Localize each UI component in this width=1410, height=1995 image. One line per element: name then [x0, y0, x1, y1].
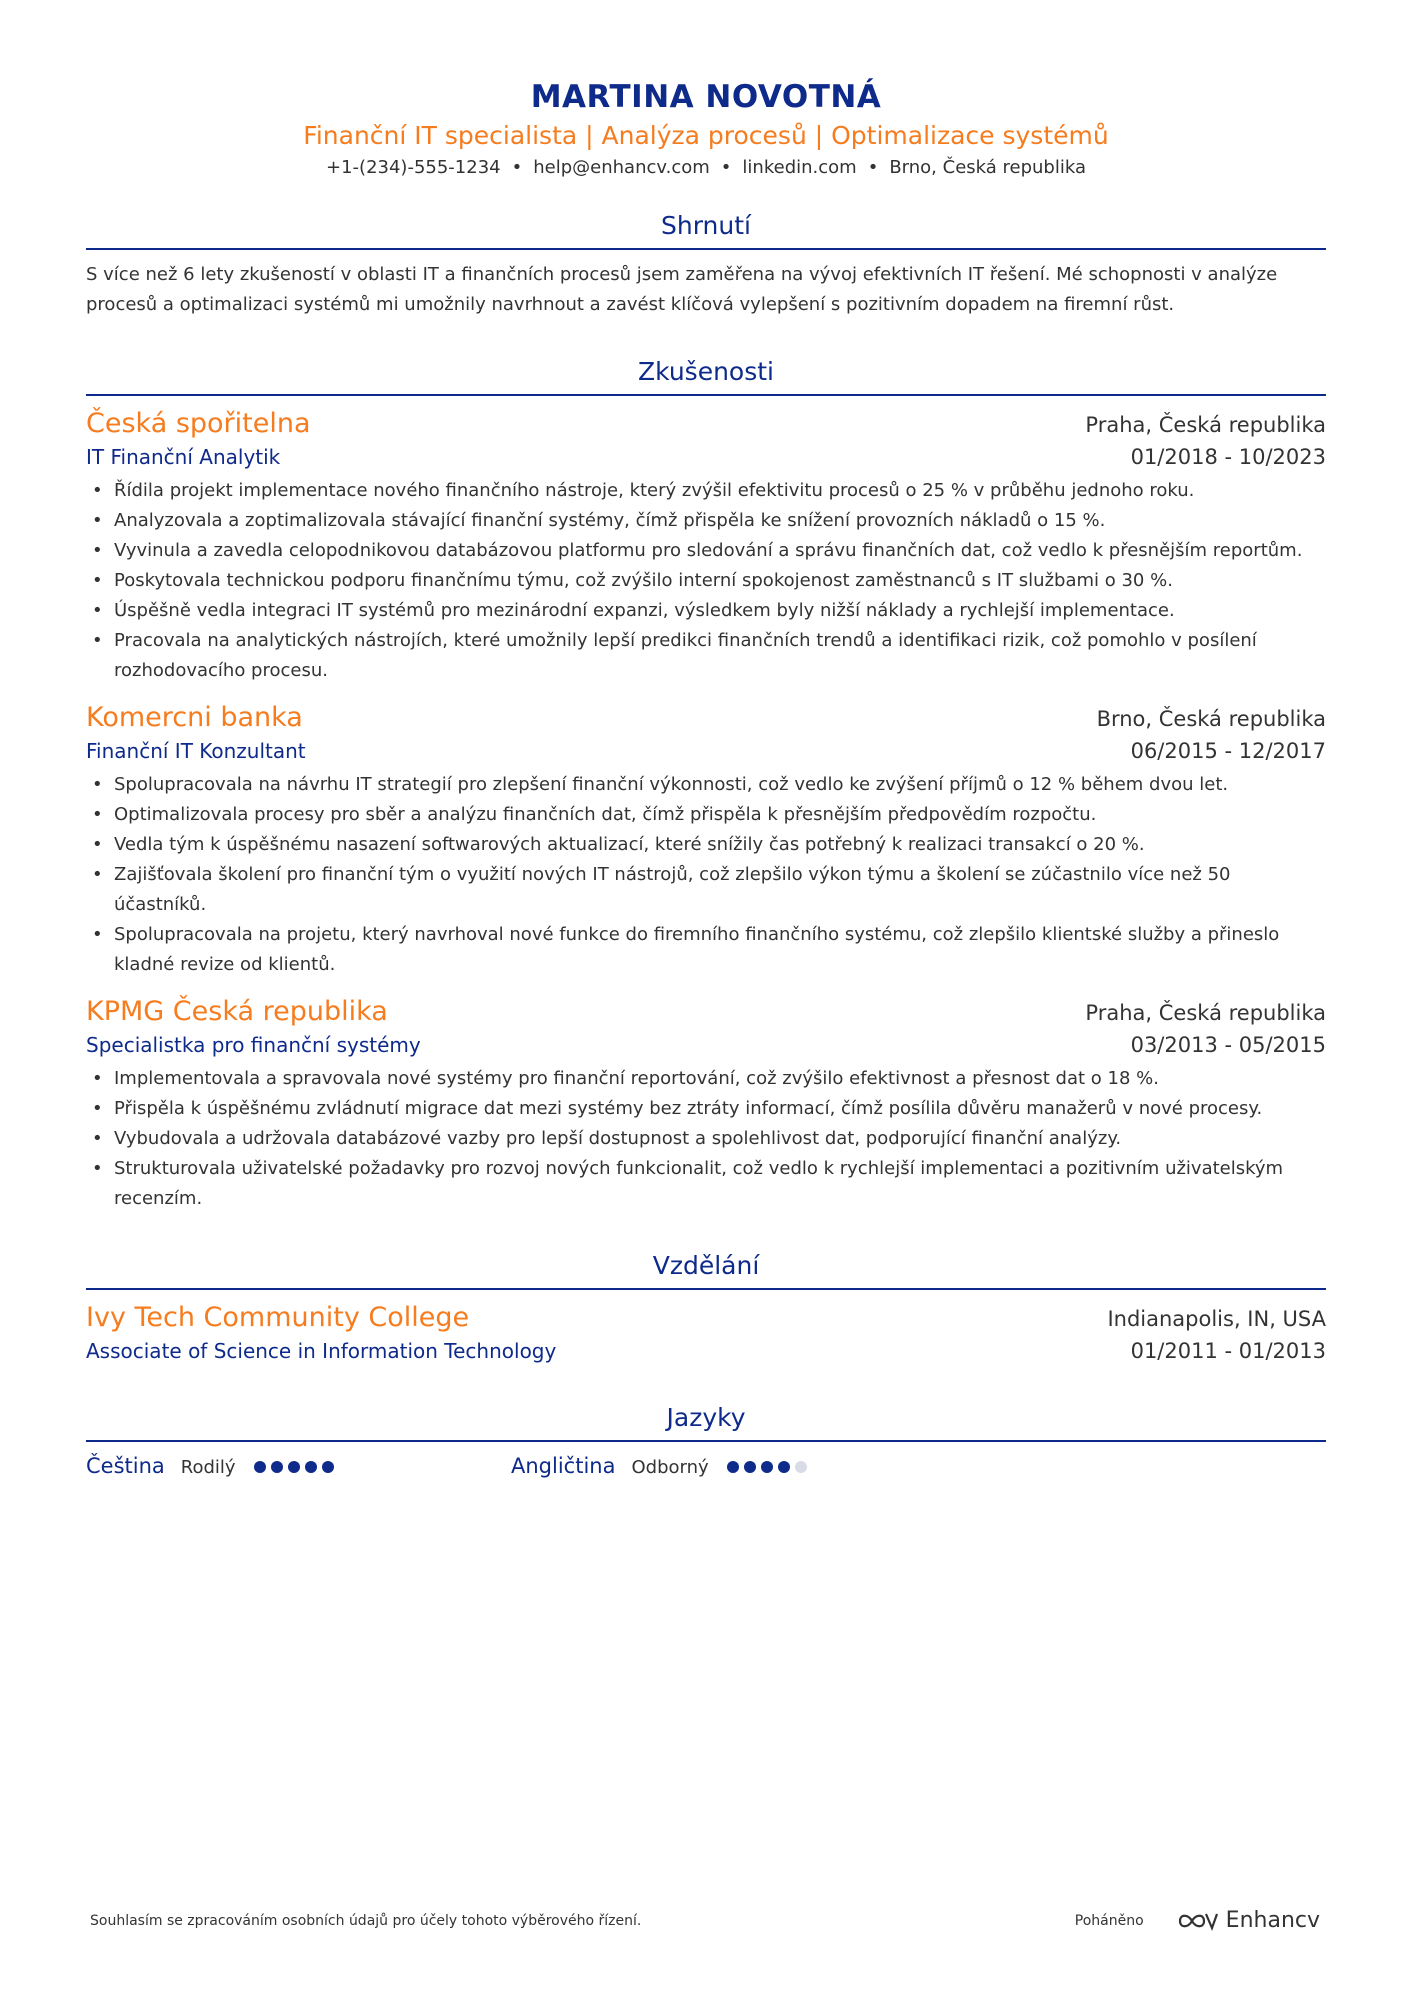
education-section: [86, 1250, 1326, 1366]
job-bullets: [86, 476, 1326, 686]
bullet-item: • Přispěla k úspěšnému zvládnutí migrace dat mezi systémy bez ztráty informací, čímž posílila důvěru manažerů v nové procesy.: [114, 1094, 1326, 1124]
rating-dot-filled: [322, 1461, 334, 1473]
job-entry: [86, 406, 1326, 686]
section-title-summary: Shrnutí: [86, 210, 1326, 250]
job-title: IT Finanční Analytik: [86, 445, 281, 469]
contact-location: Brno, Česká republika: [889, 157, 1086, 178]
rating-dot-filled: [305, 1461, 317, 1473]
company-name: KPMG Česká republika: [86, 996, 388, 1027]
company-name: Česká spořitelna: [86, 408, 311, 439]
bullet-item: • Řídila projekt implementace nového finančního nástroje, který zvýšil efektivitu procesů o 25 % v průběhu jednoho roku.: [114, 476, 1326, 506]
bullet-item: • Spolupracovala na projetu, který navrhoval nové funkce do firemního finančního systému, což zlepšilo klientské služby a přineslo kladné revize od klientů.: [114, 920, 1326, 980]
language-rating: [727, 1461, 807, 1473]
job-dates: 06/2015 - 12/2017: [1130, 739, 1326, 763]
powered-by: [1075, 1908, 1320, 1933]
separator-dot: •: [867, 157, 879, 178]
bullet-item: • Implementovala a spravovala nové systémy pro finanční reportování, což zvýšilo efektivnost a přesnost dat o 18 %.: [114, 1064, 1326, 1094]
language-item: [86, 1454, 511, 1478]
bullet-item: • Vedla tým k úspěšnému nasazení softwarových aktualizací, které snížily čas potřebný k realizaci transakcí o 20 %.: [114, 830, 1326, 860]
language-rating: [254, 1461, 334, 1473]
bullet-item: • Pracovala na analytických nástrojích, které umožnily lepší predikci finančních trendů a identifikaci rizik, což pomohlo v posílení rozhodovacího procesu.: [114, 626, 1326, 686]
experience-section: [86, 356, 1326, 1214]
rating-dot-filled: [288, 1461, 300, 1473]
summary-text: S více než 6 lety zkušeností v oblasti IT a finančních procesů jsem zaměřena na vývoj efektivních IT řešení. Mé schopnosti v analýze procesů a optimalizaci systémů mi umožnily navrhnout a zavést klíčová vylepšení s pozitivním dopadem na firemní růst.: [86, 264, 1278, 315]
education-entry: [86, 1300, 1326, 1366]
education-degree-row: [86, 1336, 1326, 1366]
education-header-row: [86, 1300, 1326, 1336]
job-header-row: [86, 994, 1326, 1030]
rating-dot-filled: [778, 1461, 790, 1473]
job-header-row: [86, 406, 1326, 442]
language-name: Čeština: [86, 1454, 165, 1478]
job-location: Praha, Česká republika: [1085, 1001, 1326, 1025]
job-location: Brno, Česká republika: [1096, 707, 1326, 731]
contact-email[interactable]: help@enhancv.com: [533, 157, 710, 178]
job-dates: 01/2018 - 10/2023: [1130, 445, 1326, 469]
language-name: Angličtina: [511, 1454, 616, 1478]
job-title: Finanční IT Konzultant: [86, 739, 306, 763]
bullet-item: • Strukturovala uživatelské požadavky pro rozvoj nových funkcionalit, což vedlo k rychlejší implementaci a pozitivním uživatelským recenzím.: [114, 1154, 1326, 1214]
job-role-row: [86, 442, 1326, 472]
separator-dot: •: [720, 157, 732, 178]
bullet-item: • Analyzovala a zoptimalizovala stávající finanční systémy, čímž přispěla ke snížení provozních nákladů o 15 %.: [114, 506, 1326, 536]
page-footer: [90, 1908, 1320, 1933]
job-header-row: [86, 700, 1326, 736]
bullet-item: • Optimalizovala procesy pro sběr a analýzu finančních dat, čímž přispěla k přesnějším předpovědím rozpočtu.: [114, 800, 1326, 830]
rating-dot-filled: [761, 1461, 773, 1473]
job-entry: [86, 994, 1326, 1214]
rating-dot-filled: [744, 1461, 756, 1473]
job-bullets: [86, 1064, 1326, 1214]
section-title-experience: Zkušenosti: [86, 356, 1326, 396]
powered-label: Poháněno: [1074, 1912, 1144, 1929]
languages-list: [86, 1454, 1326, 1478]
headline: Finanční IT specialista | Analýza procesů | Optimalizace systémů: [303, 121, 1109, 150]
school-location: Indianapolis, IN, USA: [1107, 1307, 1326, 1331]
rating-dot-filled: [727, 1461, 739, 1473]
brand-name: Enhancv: [1225, 1908, 1320, 1933]
consent-text: Souhlasím se zpracováním osobních údajů pro účely tohoto výběrového řízení.: [90, 1912, 642, 1929]
job-entry: [86, 700, 1326, 980]
section-title-education: Vzdělání: [86, 1250, 1326, 1290]
summary-section: [86, 210, 1326, 320]
separator-dot: •: [511, 157, 523, 178]
school-name: Ivy Tech Community College: [86, 1302, 470, 1333]
company-name: Komercni banka: [86, 702, 303, 733]
rating-dot-filled: [271, 1461, 283, 1473]
education-dates: 01/2011 - 01/2013: [1130, 1339, 1326, 1363]
job-role-row: [86, 736, 1326, 766]
contact-line: [86, 156, 1326, 180]
languages-section: [86, 1402, 1326, 1478]
rating-dot-filled: [254, 1461, 266, 1473]
job-title: Specialistka pro finanční systémy: [86, 1033, 421, 1057]
rating-dot-empty: [795, 1461, 807, 1473]
job-role-row: [86, 1030, 1326, 1060]
job-location: Praha, Česká republika: [1085, 413, 1326, 437]
resume-page: [86, 0, 1326, 1478]
bullet-item: • Vybudovala a udržovala databázové vazby pro lepší dostupnost a spolehlivost dat, podporující finanční analýzy.: [114, 1124, 1326, 1154]
language-level: Odborný: [631, 1457, 709, 1478]
bullet-item: • Vyvinula a zavedla celopodnikovou databázovou platformu pro sledování a správu finančních dat, což vedlo k přesnějším reportům.: [114, 536, 1326, 566]
language-level: Rodilý: [180, 1457, 236, 1478]
bullet-item: • Úspěšně vedla integraci IT systémů pro mezinárodní expanzi, výsledkem byly nižší náklady a rychlejší implementace.: [114, 596, 1326, 626]
contact-linkedin[interactable]: linkedin.com: [742, 157, 857, 178]
section-title-languages: Jazyky: [86, 1402, 1326, 1442]
bullet-item: • Spolupracovala na návrhu IT strategií pro zlepšení finanční výkonnosti, což vedlo ke zvýšení příjmů o 12 % během dvou let.: [114, 770, 1326, 800]
bullet-item: • Zajišťovala školení pro finanční tým o využití nových IT nástrojů, což zlepšilo výkon týmu a školení se zúčastnilo více než 50 účastníků.: [114, 860, 1326, 920]
resume-header: [86, 78, 1326, 180]
enhancv-logo-icon: [1178, 1910, 1218, 1932]
degree-name: Associate of Science in Information Technology: [86, 1339, 557, 1363]
job-bullets: [86, 770, 1326, 980]
bullet-item: • Poskytovala technickou podporu finančnímu týmu, což zvýšilo interní spokojenost zaměstnanců s IT službami o 30 %.: [114, 566, 1326, 596]
job-dates: 03/2013 - 05/2015: [1130, 1033, 1326, 1057]
contact-phone: +1-(234)-555-1234: [326, 157, 501, 178]
candidate-name: MARTINA NOVOTNÁ: [530, 79, 882, 115]
language-item: [511, 1454, 807, 1478]
brand-logo[interactable]: [1178, 1908, 1320, 1933]
